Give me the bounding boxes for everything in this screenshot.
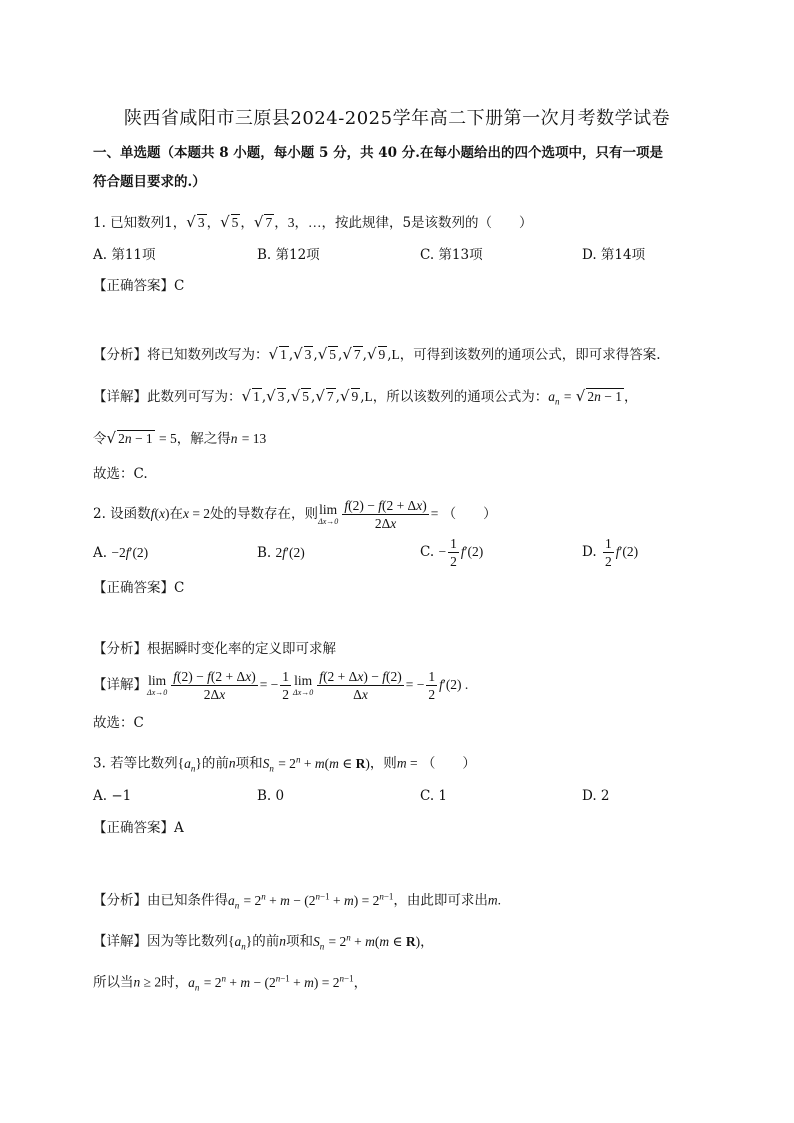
q2-option-b[interactable]: B. 2f′(2) [257,545,305,561]
question-3-stem: 3. 若等比数列$\{a_n\}$的前n项和$S_n = 2^n + m(m$ ∈ R)，则m = （ ） [93,754,476,774]
page-title: 陕西省咸阳市三原县2024-2025学年高二下册第一次月考数学试卷 [123,108,671,129]
section-heading-cont: 符合题目要求的.） [93,174,206,190]
q1-analysis: 【分析】将已知数列改写为：√ 1 ,√ 3 ,√ 5 ,√ 7 ,√ 9 ,L，可得到该数列的通项公式，即可求得答案. [93,345,661,363]
q3-answer: 【正确答案】A [93,820,184,836]
q3-detail: 【详解】因为等比数列$\{a_n\}$的前n项和$S_n = 2^n + m(m$ ∈ R)， [93,932,434,952]
q3-option-c[interactable]: C. 1 [420,788,448,804]
q3-option-d[interactable]: D. 2 [582,788,610,804]
q1-step: 令√ 2n − 1 = 5，解之得n = 13 [93,429,267,447]
q3-option-b[interactable]: B. 0 [257,788,285,804]
q2-option-c[interactable]: C. − $\frac{1}{2}$ f′(2) [420,536,484,569]
section-heading: 一、单选题（本题共 8 小题，每小题 5 分，共 40 分.在每小题给出的四个选项中，只有一项是 [93,145,663,161]
q1-option-c[interactable]: C. 第13项 [420,247,483,263]
q1-option-d[interactable]: D. 第14项 [582,247,646,263]
q2-answer: 【正确答案】C [93,580,185,596]
q2-option-a[interactable]: A. −2f′(2) [93,545,149,561]
q1-detail: 【详解】此数列可写为：√ 1 ,√ 3 ,√ 5 ,√ 7 ,√ 9 ,L，所以该数列的通项公式为：$a_n$ = √ 2n − 1 ， [93,387,638,407]
q3-analysis: 【分析】由已知条件得$a_n = 2^n + m - (2^{n-1} + m) = 2^{n-1}$，由此即可求出m. [93,891,502,911]
q2-detail: 【详解】 lim Δx→0 $\frac{f(2) - f(2 + \Delta x)}{2\Delta x}$ = − $\frac{1}{2}$ lim Δx→0 $\frac{f(2 + \Delta x) - f(2)}{\Delta x}$ = − $\frac{1}{2}$ f′(2) . [93,669,469,702]
question-1-stem: 1. 已知数列1，√ 3 ，√ 5 ，√ 7 ，3，…，按此规律，5是该数列的（ ） [93,213,533,231]
q3-step: 所以当n ≥ 2时，$a_n = 2^n + m - (2^{n-1} + m) = 2^{n-1}$， [93,973,368,993]
question-2-stem: 2. 设函数f(x)在x = 2处的导数存在，则 lim Δx→0 $\frac{f(2) - f(2 + \Delta x)}{2\Delta x}$ = （ ） [93,498,497,531]
q2-analysis: 【分析】根据瞬时变化率的定义即可求解 [93,641,336,657]
q1-option-b[interactable]: B. 第12项 [257,247,320,263]
q1-option-a[interactable]: A. 第11项 [93,247,156,263]
q2-conclusion: 故选：C [93,715,144,731]
q3-option-a[interactable]: A. −1 [93,788,132,804]
q1-answer: 【正确答案】C [93,278,185,294]
q1-conclusion: 故选：C. [93,466,148,482]
q2-option-d[interactable]: D. $\frac{1}{2}$ f′(2) [582,536,639,569]
